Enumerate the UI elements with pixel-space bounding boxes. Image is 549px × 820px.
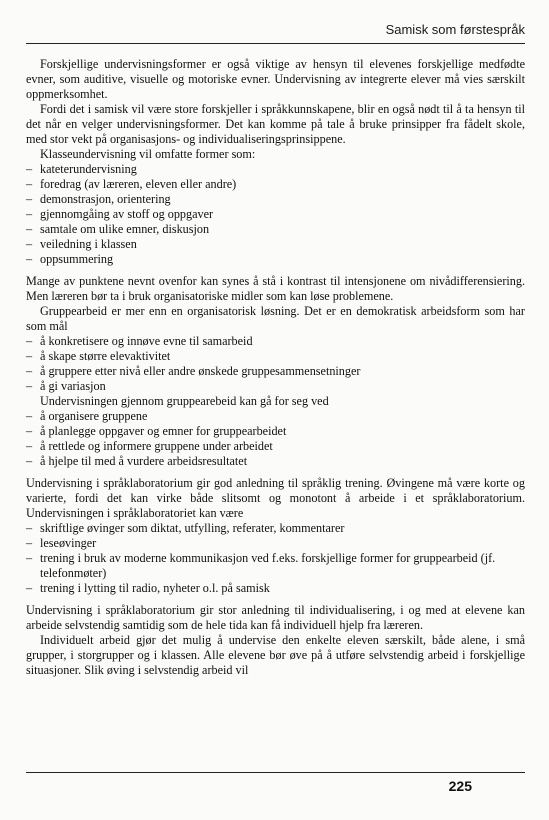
paragraph: Undervisning i språklaboratorium gir stor anledning til individualisering, i og med at elevene kan arbeide selvstendig samtidig som de hele tida kan få individuell hjelp fra læreren. — [26, 603, 525, 632]
list-spraklaboratorium — [26, 521, 525, 596]
paragraph: Undervisning i språklaboratorium gir god anledning til språklig trening. Øvingene må være korte og varierte, fordi det kan virke både slitsomt og monotont å arbeide i et språklaboratorium. Undervisningen i språklaboratoriet kan være — [26, 476, 525, 520]
list-gruppearbeid — [26, 409, 525, 469]
list-item: – å planlegge oppgaver og emner for gruppearbeidet — [26, 424, 525, 439]
paragraph: Individuelt arbeid gjør det mulig å undervise den enkelte eleven særskilt, både alene, i små grupper, i storgrupper og i klassen. Alle elevene bør øve på å utføre selvstendig arbeid i forskjellige situasjoner. Slik øving i selvstendig arbeid vil — [26, 633, 525, 677]
paragraph: Klasseundervisning vil omfatte former som: — [40, 147, 256, 161]
paragraph: Undervisningen gjennom gruppearebeid kan gå for seg ved — [40, 394, 329, 408]
list-item: – å organisere gruppene — [26, 409, 525, 424]
list-item: – trening i lytting til radio, nyheter o.l. på samisk — [26, 581, 525, 596]
list-item: – foredrag (av læreren, eleven eller andre) — [26, 177, 525, 192]
list-item: – kateterundervisning — [26, 162, 525, 177]
list-klasseundervisning — [26, 162, 525, 267]
list-item: – leseøvinger — [26, 536, 525, 551]
page-number: 225 — [448, 778, 472, 794]
page-body — [26, 57, 525, 678]
paragraph: Forskjellige undervisningsformer er også viktige av hensyn til elevenes forskjellige medfødte evner, som auditive, visuelle og motoriske evner. Undervisning av integrerte elever må vies særskilt oppmerksomhet. — [26, 57, 525, 101]
list-item: – gjennomgåing av stoff og oppgaver — [26, 207, 525, 222]
running-header — [26, 22, 529, 42]
list-item: – skriftlige øvinger som diktat, utfylling, referater, kommentarer — [26, 521, 525, 536]
list-item: – å konkretisere og innøve evne til samarbeid — [26, 334, 525, 349]
header-rule — [26, 43, 525, 44]
list-item: – oppsummering — [26, 252, 525, 267]
list-item: – å gi variasjon — [26, 379, 525, 394]
list-item: – å rettlede og informere gruppene under arbeidet — [26, 439, 525, 454]
list-maal — [26, 334, 525, 394]
paragraph: Gruppearbeid er mer enn en organisatorisk løsning. Det er en demokratisk arbeidsform som har som mål — [26, 304, 525, 333]
list-item: – trening i bruk av moderne kommunikasjon ved f.eks. forskjellige former for gruppearbeid (jf. telefonmøter) — [26, 551, 525, 581]
paragraph: Fordi det i samisk vil være store forskjeller i språkkunnskapene, blir en også nødt til å ta hensyn til det når en velger undervisningsformer. Det kan komme på tale å bruke prinsipper fra fådelt skole, med stor vekt på organisasjons- og individualiseringsprinsippene. — [26, 102, 525, 146]
list-item: – å skape større elevaktivitet — [26, 349, 525, 364]
list-item: – å gruppere etter nivå eller andre ønskede gruppesammensetninger — [26, 364, 525, 379]
list-item: – samtale om ulike emner, diskusjon — [26, 222, 525, 237]
running-header-title: Samisk som førstespråk — [385, 22, 525, 37]
footer-rule — [26, 772, 525, 773]
list-item: – veiledning i klassen — [26, 237, 525, 252]
list-item: – demonstrasjon, orientering — [26, 192, 525, 207]
paragraph: Mange av punktene nevnt ovenfor kan synes å stå i kontrast til intensjonene om nivådifferensiering. Men læreren bør ta i bruk organisatoriske midler som kan løse problemene. — [26, 274, 525, 303]
list-item: – å hjelpe til med å vurdere arbeidsresultatet — [26, 454, 525, 469]
